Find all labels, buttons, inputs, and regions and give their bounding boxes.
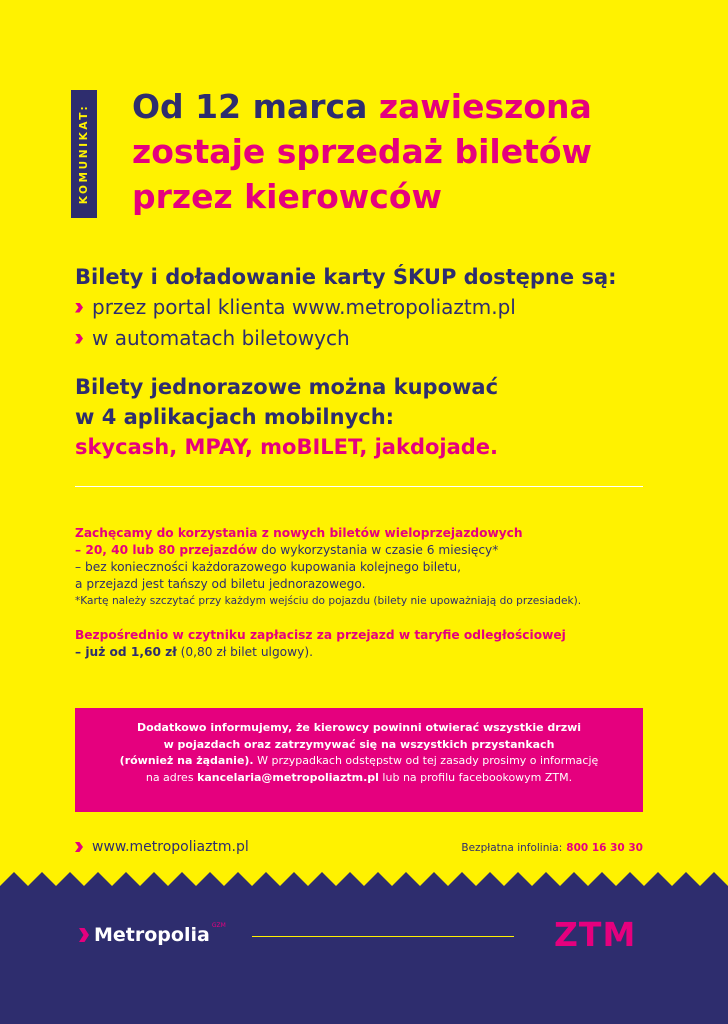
- distance-line-2: [75, 644, 675, 661]
- encourage-line-2: [75, 542, 675, 559]
- website-link[interactable]: www.metropoliaztm.pl: [92, 839, 249, 855]
- headline-date: Od 12 marca: [132, 87, 379, 126]
- komunikat-label: KOMUNIKAT:: [78, 103, 90, 205]
- encourage-section: [75, 525, 675, 610]
- availability-section: [75, 262, 675, 354]
- mobile-apps-section: [75, 372, 675, 462]
- encourage-validity: do wykorzystania w czasie 6 miesięcy*: [257, 543, 499, 557]
- email-link[interactable]: kancelaria@metropoliaztm.pl: [197, 770, 379, 784]
- availability-item-label: w automatach biletowych: [92, 326, 350, 350]
- info-line-3: [75, 753, 643, 770]
- availability-lead: Bilety i doładowanie karty ŚKUP dostępne są:: [75, 265, 617, 289]
- gzm-mark: GZM: [211, 922, 226, 929]
- distance-price: – już od 1,60 zł: [75, 645, 177, 659]
- bottom-divider: [252, 936, 514, 937]
- distance-reduced: (0,80 zł bilet ulgowy).: [176, 645, 313, 659]
- metropolia-chevron-icon: [79, 928, 89, 942]
- encourage-footnote: *Kartę należy szczytać przy każdym wejściu do pojazdu (bilety nie upoważniają do przesiadek).: [75, 595, 582, 607]
- hotline: [461, 842, 643, 854]
- encourage-line-1: Zachęcamy do korzystania z nowych biletów wieloprzejazdowych: [75, 526, 523, 540]
- encourage-line-4: a przejazd jest tańszy od biletu jednorazowego.: [75, 577, 366, 591]
- footer-website: [75, 839, 249, 855]
- headline: [132, 84, 692, 219]
- info-line-2: w pojazdach oraz zatrzymywać się na wszystkich przystankach: [163, 737, 555, 751]
- headline-message: zawieszona zostaje sprzedaż biletów przez kierowców: [132, 87, 593, 216]
- ztm-wordmark: ZTM: [554, 915, 637, 954]
- chevron-right-icon: [75, 303, 83, 313]
- info-address-prefix: na adres: [145, 770, 198, 784]
- info-on-request: (również na żądanie).: [119, 754, 254, 767]
- info-address-suffix: lub na profilu facebookowym ZTM.: [378, 770, 573, 784]
- chevron-right-icon: [75, 334, 83, 344]
- mobile-apps-list: skycash, MPAY, moBILET, jakdojade.: [75, 435, 499, 459]
- ztm-logo: [554, 917, 636, 953]
- hotline-number[interactable]: 800 16 30 30: [566, 842, 643, 854]
- availability-item-label: przez portal klienta www.metropoliaztm.pl: [92, 295, 516, 319]
- mobile-line-1: Bilety jednorazowe można kupować: [75, 375, 499, 399]
- hotline-label: Bezpłatna infolinia:: [461, 842, 563, 854]
- distance-line-1: Bezpośrednio w czytniku zapłacisz za przejazd w taryfie odległościowej: [75, 628, 566, 642]
- encourage-trips: – 20, 40 lub 80 przejazdów: [75, 543, 258, 557]
- info-line-1: Dodatkowo informujemy, że kierowcy powinni otwierać wszystkie drzwi: [136, 721, 582, 734]
- info-exceptions: W przypadkach odstępstw od tej zasady prosimy o informację: [253, 754, 599, 767]
- info-box: [75, 708, 643, 812]
- metropolia-wordmark: Metropolia: [94, 924, 210, 946]
- info-line-4: [75, 770, 643, 787]
- komunikat-tag: [71, 90, 97, 218]
- distance-fare-section: [75, 627, 675, 661]
- availability-item: [75, 323, 675, 354]
- chevron-right-icon: [75, 842, 83, 852]
- divider: [75, 486, 643, 487]
- metropolia-logo: [79, 924, 226, 946]
- encourage-line-3: – bez konieczności każdorazowego kupowania kolejnego biletu,: [75, 560, 462, 574]
- mobile-line-2: w 4 aplikacjach mobilnych:: [75, 405, 395, 429]
- availability-item: [75, 292, 675, 323]
